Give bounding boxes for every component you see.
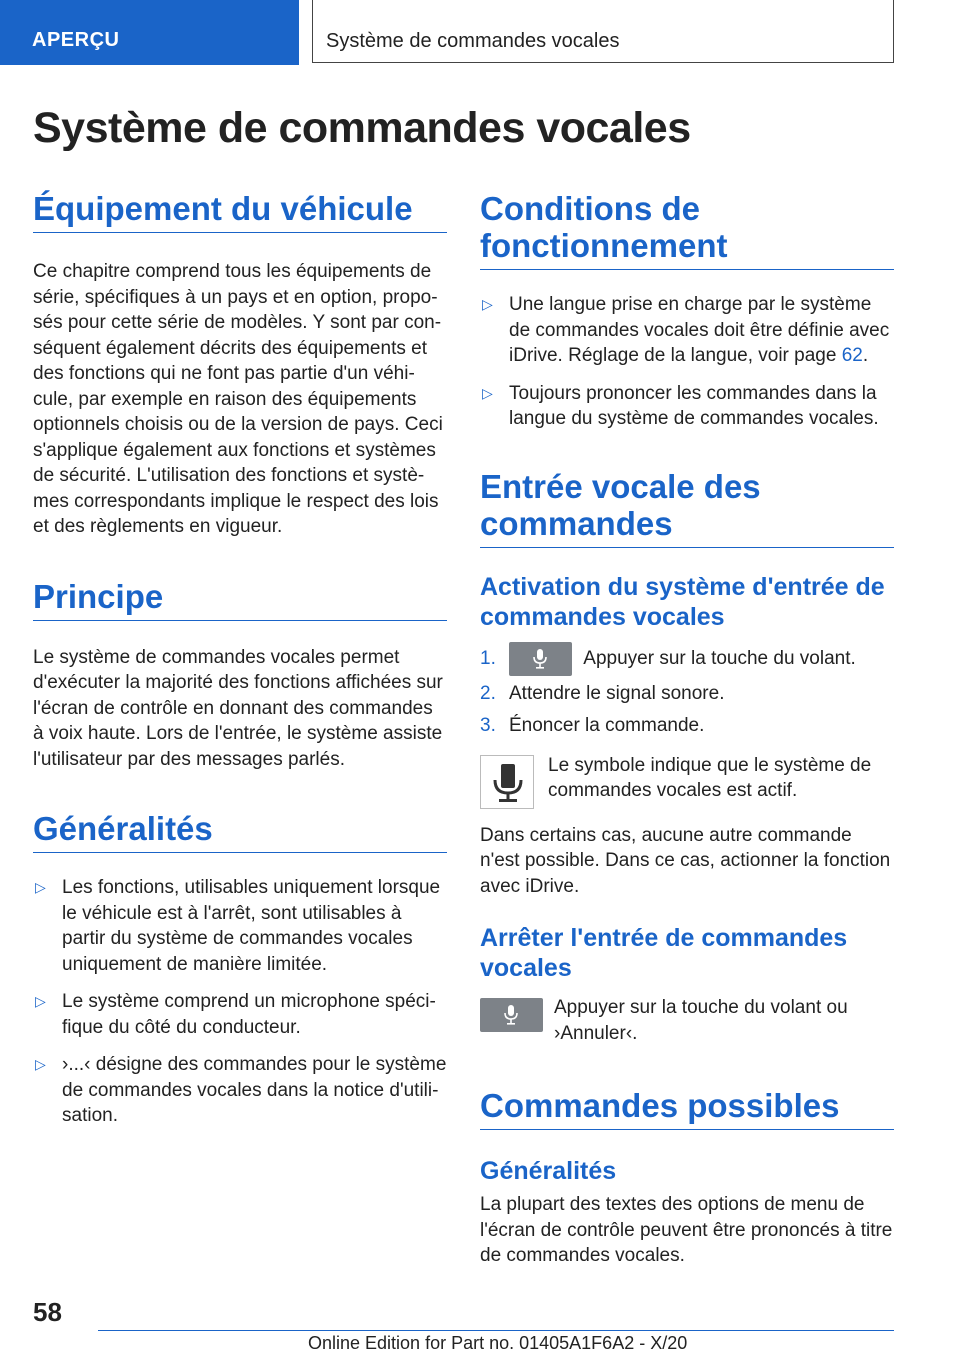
active-microphone-symbol [480, 755, 534, 809]
list-item: ▷ ›...‹ désigne des commandes pour le système de commandes vocales dans la notice d'utilisation. [35, 1054, 447, 1126]
steps-list [480, 642, 894, 739]
triangle-bullet-icon: ▷ [482, 296, 493, 312]
chapter-tab-label: Système de commandes vocales [326, 30, 620, 52]
triangle-bullet-icon: ▷ [35, 993, 46, 1009]
chapter-tab [312, 0, 894, 63]
equipment-heading: Équipement du véhicule [33, 190, 447, 233]
conditions-heading: Conditions de fonctionnement [480, 190, 894, 270]
general-list [33, 875, 447, 1129]
left-column [33, 190, 447, 1129]
list-item: 2. Attendre le signal sonore. [480, 682, 725, 704]
stop-note [480, 995, 894, 1047]
fallback-text: Dans certains cas, aucune autre commande n'est possible. Dans ce cas, actionner la fonction avec iDrive. [480, 824, 891, 897]
general-subtext: La plupart des textes des options de menu de l'écran de contrôle peuvent être prononcés à titre de commandes vocales. [480, 1194, 893, 1267]
voice-button-image [480, 998, 543, 1032]
footer-edition: Online Edition for Part no. 01405A1F6A2 - X/20 [308, 1333, 688, 1353]
page-title: Système de commandes vocales [33, 104, 691, 152]
stop-heading: Arrêter l'entrée de commandes vocales [480, 924, 848, 983]
microphone-icon [504, 1005, 518, 1025]
right-column [480, 190, 894, 1269]
list-item: ▷ Une langue prise en charge par le système de commandes vocales doit être définie avec iDrive. Réglage de la langue, voir page 62. [482, 294, 890, 366]
list-item: ▷ Toujours prononcer les commandes dans la langue du système de commandes vocales. [482, 382, 879, 429]
symbol-text: Le symbole indique que le système de commandes vocales est actif. [548, 754, 872, 802]
equipment-text: Ce chapitre comprend tous les équipements de série, spécifiques à un pays et en option, proposés pour cette série de modèles. Y sont par conséquent également décrits des équipements et des fonctions qui ne font pas partie d'un véhicule, par exemple en raison des équipements optionnels choisis ou de la version de pays. Ceci s'applique également aux fonctions et systèmes de sécurité. L'utilisation des fonctions et systèmes correspondants implique le respect des lois et des règlements en vigueur. [33, 261, 443, 537]
list-item: ▷ Le système comprend un microphone spécifique du côté du conducteur. [35, 991, 436, 1038]
list-item: 1. Appuyer sur la touche du volant. [480, 642, 894, 676]
triangle-bullet-icon: ▷ [482, 384, 493, 401]
section-tab[interactable] [0, 0, 299, 65]
voice-entry-heading: Entrée vocale des commandes [480, 468, 894, 548]
principle-heading: Principe [33, 578, 447, 621]
possible-commands-heading: Commandes possibles [480, 1087, 894, 1130]
principle-text: Le système de commandes vocales permet d'exécuter la majorité des fonctions affichées sur l'écran de contrôle en donnant des commandes à voix haute. Lors de l'entrée, le système assiste l'utilisateur par des messages parlés. [33, 646, 443, 770]
microphone-icon [533, 649, 547, 669]
stop-text: Appuyer sur la touche du volant ou ›Annuler‹. [554, 997, 848, 1044]
footer-divider [98, 1330, 894, 1331]
symbol-note [480, 753, 894, 813]
triangle-bullet-icon: ▷ [35, 879, 46, 895]
section-tab-label: APERÇU [32, 29, 120, 51]
voice-button-image [509, 642, 572, 676]
page-number: 58 [33, 1297, 62, 1327]
list-item: ▷ Les fonctions, utilisables uniquement lorsque le véhicule est à l'arrêt, sont utilisables à partir du système de commandes vocales uniquement de manière limitée. [35, 877, 441, 975]
general-subheading: Généralités [480, 1157, 617, 1186]
triangle-bullet-icon: ▷ [35, 1056, 46, 1072]
list-item: 3. Énoncer la commande. [480, 715, 705, 737]
conditions-list [480, 292, 894, 432]
page-link[interactable]: 62 [841, 345, 863, 366]
general-heading: Généralités [33, 810, 447, 853]
microphone-icon [481, 756, 535, 810]
activation-heading: Activation du système d'entrée de commandes vocales [480, 572, 885, 631]
